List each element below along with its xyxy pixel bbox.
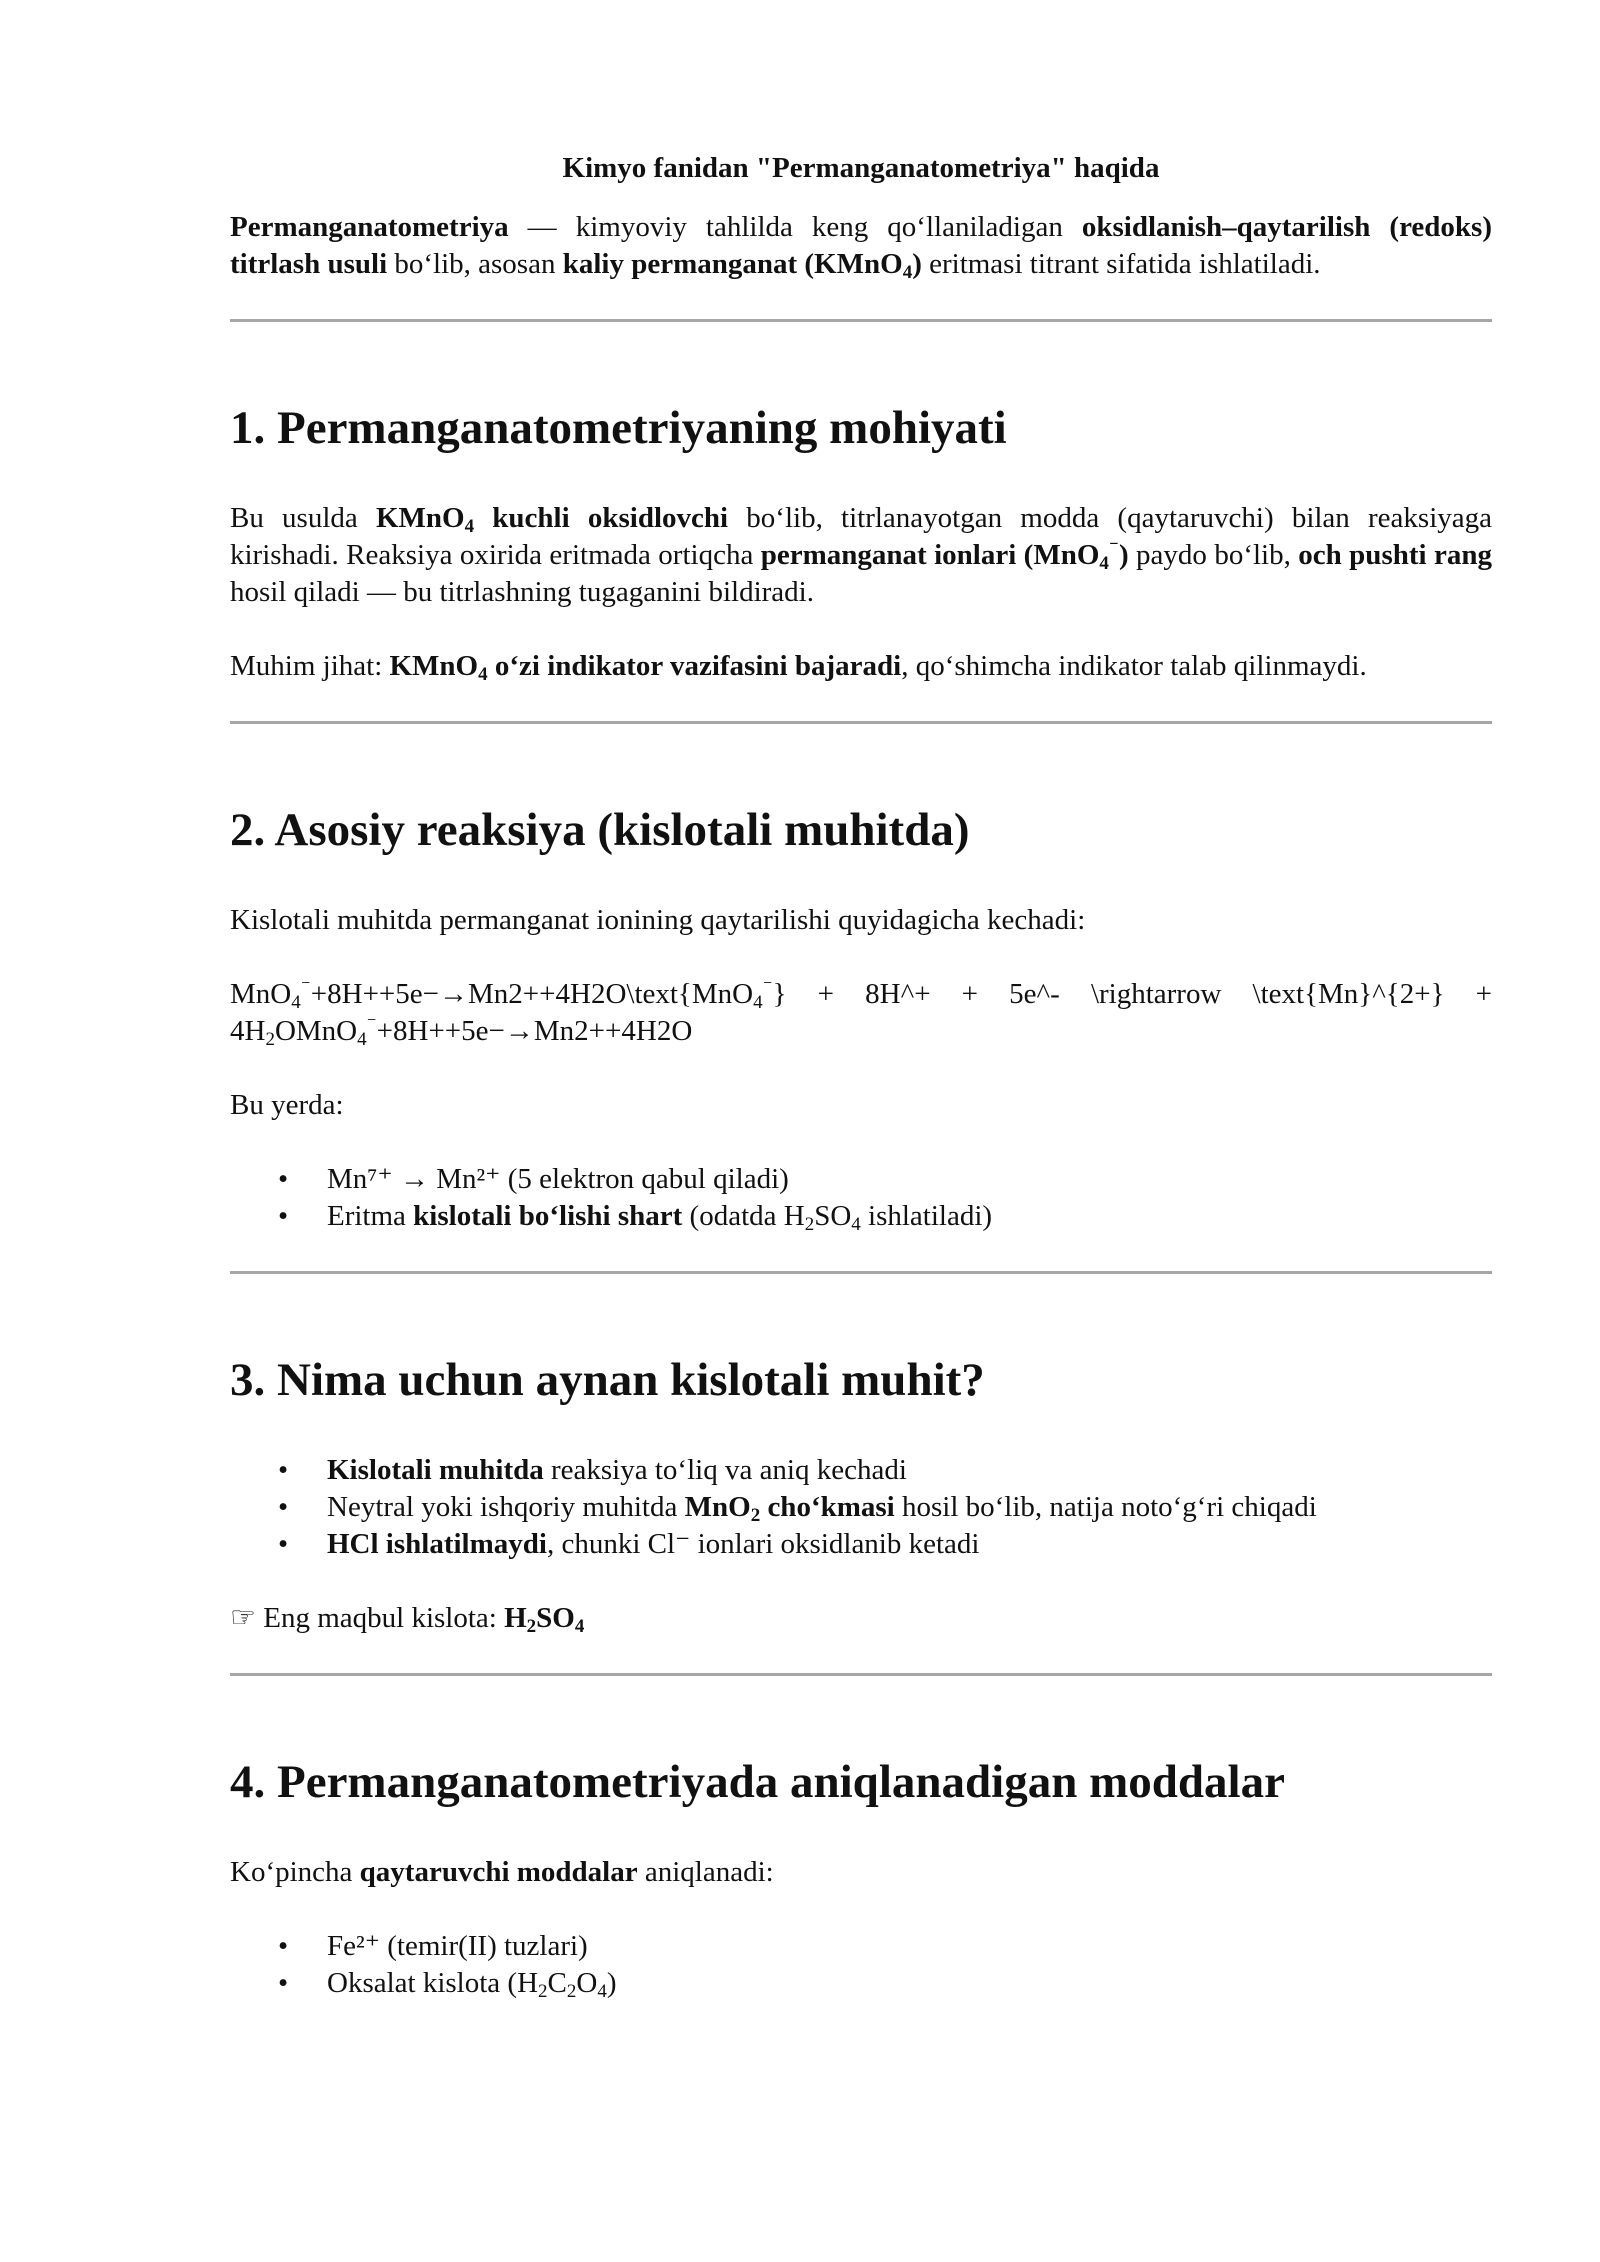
intro-text: eritmasi titrant sifatida ishlatiladi.: [921, 248, 1321, 280]
intro-reagent-text: kaliy permanganat (KMnO: [562, 248, 903, 280]
section-heading-4: 4. Permanganatometriyada aniqlanadigan moddalar: [230, 1756, 1285, 1808]
intro-paragraph: [230, 209, 1492, 283]
subscript: 2: [526, 1616, 537, 1637]
subscript: 4: [464, 516, 475, 537]
bold-text: och pushti rang: [1298, 539, 1492, 571]
section-divider: [230, 1673, 1492, 1676]
text: aniqlanadi:: [637, 1856, 774, 1888]
section3-bullet-list: [230, 1452, 1492, 1563]
subscript: 4: [597, 1981, 607, 2002]
bold-text: MnO: [684, 1491, 751, 1523]
pointing-hand-icon: ☞: [230, 1602, 256, 1634]
list-item: • Fe²⁺ (temir(II) tuzlari): [230, 1928, 1492, 1965]
intro-reagent-text: ): [912, 248, 922, 280]
text: Eng maqbul kislota:: [256, 1602, 505, 1634]
subscript: 4: [753, 992, 763, 1013]
document-title: Kimyo fanidan "Permanganatometriya" haqida: [562, 152, 1160, 184]
subscript: 2: [265, 1029, 275, 1050]
list-item: [230, 1489, 1492, 1526]
subscript: 4: [1099, 553, 1109, 574]
section4-bullet-list: [230, 1928, 1492, 2002]
text: C: [547, 1967, 567, 1999]
text: OMnO: [274, 1015, 358, 1047]
text: , qo‘shimcha indikator talab qilinmaydi.: [901, 650, 1367, 682]
section-heading-2: 2. Asosiy reaksiya (kislotali muhitda): [230, 804, 970, 856]
subscript: 4: [902, 262, 913, 283]
text: ishlatiladi): [860, 1200, 993, 1232]
superscript: ⁻: [1108, 537, 1119, 558]
list-item: [230, 1526, 1492, 1563]
acid-formula: [504, 1602, 585, 1637]
list-item: [230, 1965, 1492, 2002]
bold-text: KMnO: [375, 502, 465, 534]
bold-text: H: [504, 1602, 527, 1634]
subscript: 4: [574, 1616, 585, 1637]
bold-text: cho‘kmasi: [760, 1491, 895, 1523]
subscript: 2: [566, 1981, 577, 2002]
superscript: ⁻: [366, 1013, 377, 1034]
subscript: 2: [750, 1505, 761, 1526]
list-item: [230, 1198, 1492, 1235]
section2-paragraph-2: Bu yerda:: [230, 1089, 344, 1121]
text: hosil bo‘lib, natija noto‘g‘ri chiqadi: [894, 1491, 1317, 1523]
text: , chunki Cl⁻ ionlari oksidlanib ketadi: [546, 1528, 980, 1560]
section1-paragraph-1: [230, 500, 1492, 611]
section1-paragraph-2: [230, 648, 1492, 685]
bold-text: ): [1118, 539, 1129, 571]
bold-text: o‘zi indikator vazifasini bajaradi: [487, 650, 902, 682]
section-divider: [230, 319, 1492, 322]
bold-text: KMnO: [389, 650, 479, 682]
bold-text: HCl ishlatilmaydi: [327, 1528, 547, 1560]
subscript: 4: [478, 664, 488, 685]
section-heading-1: 1. Permanganatometriyaning mohiyati: [230, 402, 1007, 454]
section-divider: [230, 1271, 1492, 1274]
text: +8H++5e−→Mn2++4H2O\text{MnO: [310, 978, 754, 1010]
bold-text: SO: [536, 1602, 575, 1634]
section-divider: [230, 721, 1492, 724]
subscript: 4: [291, 992, 301, 1013]
text: Muhim jihat:: [230, 650, 390, 682]
section4-paragraph-1: [230, 1854, 1492, 1891]
intro-method: oksidlanish–qaytarilish (redoks) titrlash usuli: [230, 211, 1492, 280]
subscript: 4: [357, 1029, 367, 1050]
section-heading-3: 3. Nima uchun aynan kislotali muhit?: [230, 1354, 985, 1406]
subscript: 2: [804, 1214, 815, 1235]
list-item: [230, 1452, 1492, 1489]
text: } + 8H^+ + 5e^- \rightarrow \text{Mn}^{2+} + 4H: [230, 978, 1492, 1047]
document-page: [230, 150, 1492, 2002]
text: (odatda H: [682, 1200, 805, 1232]
intro-text: — kimyoviy tahlilda keng qo‘llaniladigan: [508, 211, 1082, 243]
bold-text: Kislotali muhitda: [327, 1454, 544, 1486]
subscript: 2: [538, 1981, 548, 2002]
intro-term: Permanganatometriya: [230, 211, 509, 243]
text: hosil qiladi — bu titrlashning tugaganini bildiradi.: [230, 576, 814, 608]
reaction-equation: [230, 976, 1492, 1050]
text: Ko‘pincha: [230, 1856, 360, 1888]
text: bo‘lib, titrlanayotgan modda (qaytaruvchi) bilan reaksiyaga kirishadi. Reaksiya oxirida eritmada ortiqcha: [230, 502, 1492, 571]
text: reaksiya to‘liq va aniq kechadi: [543, 1454, 907, 1486]
section2-bullet-list: [230, 1161, 1492, 1235]
intro-text: bo‘lib, asosan: [387, 248, 563, 280]
text: O: [576, 1967, 598, 1999]
superscript: ⁻: [762, 976, 773, 997]
list-item: • Mn⁷⁺ → Mn²⁺ (5 elektron qabul qiladi): [230, 1161, 1492, 1198]
text: Oksalat kislota (H: [327, 1967, 539, 1999]
text: Bu usulda: [230, 502, 376, 534]
text: Neytral yoki ishqoriy muhitda: [327, 1491, 685, 1523]
bold-text: permanganat ionlari (MnO: [760, 539, 1100, 571]
superscript: ⁻: [300, 976, 311, 997]
text: MnO: [230, 978, 292, 1010]
bold-text: qaytaruvchi moddalar: [359, 1856, 638, 1888]
bold-text: kislotali bo‘lishi shart: [413, 1200, 683, 1232]
text: SO: [814, 1200, 852, 1232]
section3-note: [230, 1600, 1492, 1637]
bold-text: kuchli oksidlovchi: [474, 502, 729, 534]
text: Eritma: [327, 1200, 414, 1232]
text: ): [606, 1967, 617, 1999]
subscript: 4: [851, 1214, 861, 1235]
text: +8H++5e−→Mn2++4H2O: [376, 1015, 693, 1047]
section2-paragraph-1: Kislotali muhitda permanganat ionining qaytarilishi quyidagicha kechadi:: [230, 904, 1086, 936]
text: paydo bo‘lib,: [1128, 539, 1299, 571]
intro-reagent: [562, 248, 922, 283]
